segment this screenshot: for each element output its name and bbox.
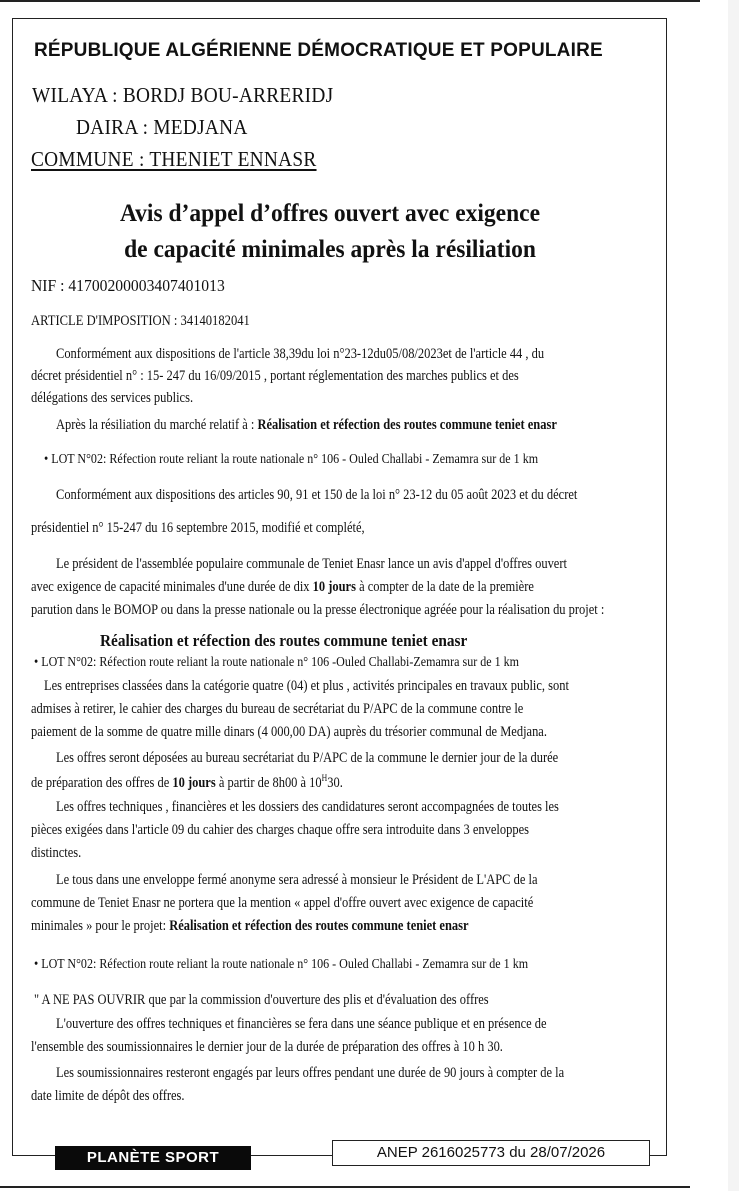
paragraph-line: commune de Teniet Enasr ne portera que la mention « appel d'offre ouvert avec exigence de capacité [31, 895, 534, 911]
anep-reference-box: ANEP 2616025773 du 28/07/2026 [332, 1140, 650, 1166]
paragraph-line: Les soumissionnaires resteront engagés par leurs offres pendant une durée de 90 jours à compter de la [56, 1065, 565, 1081]
paragraph-line [31, 774, 343, 790]
duration-text: 10 jours [312, 579, 356, 595]
paragraph-line: parution dans le BOMOP ou dans la presse nationale ou la presse électronique agréée pour la réalisation du projet : [31, 602, 605, 618]
article-imposition-line: ARTICLE D'IMPOSITION : 34140182041 [31, 313, 250, 329]
paragraph-text: minimales » pour le projet: [31, 918, 170, 934]
page-edge [728, 0, 739, 1191]
paragraph-line [56, 418, 557, 433]
wilaya-line: WILAYA : BORDJ BOU-ARRERIDJ [32, 83, 334, 107]
duration-text: 10 jours [172, 774, 216, 791]
paragraph-text: à compter de la date de la première [355, 579, 534, 595]
paragraph-line: " A NE PAS OUVRIR que par la commission d'ouverture des plis et d'évaluation des offres [34, 992, 489, 1008]
paragraph-line: Les offres seront déposées au bureau secrétariat du P/APC de la commune le dernier jour de la durée [56, 750, 559, 766]
project-name: Réalisation et réfection des routes commune teniet enasr [169, 918, 469, 934]
paragraph-line: Conformément aux dispositions des articles 90, 91 et 150 de la loi n° 23-12 du 05 août 2023 et du décret [56, 487, 578, 503]
notice-title-line-1: Avis d’appel d’offres ouvert avec exigence [119, 200, 541, 227]
lot-item: • LOT N°02: Réfection route reliant la route nationale n° 106 - Ouled Challabi - Zemamra sur de 1 km [44, 452, 539, 467]
paragraph-text: de préparation des offres de [31, 774, 173, 791]
notice-title-line-2: de capacité minimales après la résiliation [124, 236, 536, 263]
daira-line: DAIRA : MEDJANA [76, 115, 248, 139]
paragraph-line: délégations des services publics. [31, 390, 194, 406]
paragraph-line: distinctes. [31, 845, 82, 861]
paragraph-text: avec exigence de capacité minimales d'une durée de dix [31, 579, 313, 595]
lot-item: • LOT N°02: Réfection route reliant la route nationale n° 106 - Ouled Challabi - Zemamra sur de 1 km [34, 957, 529, 972]
republique-heading: RÉPUBLIQUE ALGÉRIENNE DÉMOCRATIQUE ET POPULAIRE [34, 40, 603, 61]
paragraph-line: l'ensemble des soumissionnaires le dernier jour de la durée de préparation des offres à 10 h 30. [31, 1039, 503, 1055]
top-rule [0, 0, 700, 2]
paragraph-line: L'ouverture des offres techniques et financières se fera dans une séance publique et en présence de [56, 1016, 547, 1032]
paragraph-line: paiement de la somme de quatre mille dinars (4 000,00 DA) auprès du trésorier communal de Medjana. [31, 724, 547, 740]
paragraph-line: Les entreprises classées dans la catégorie quatre (04) et plus , activités principales en travaux public, sont [44, 678, 569, 694]
paragraph-line: pièces exigées dans l'article 09 du cahier des charges chaque offre sera introduite dans 3 enveloppes [31, 822, 529, 838]
paragraph-line: Conformément aux dispositions de l'article 38,39du loi n°23-12du05/08/2023et de l'article 44 , du [56, 346, 545, 362]
superscript-h: H [321, 773, 328, 783]
paragraph-line: Le tous dans une enveloppe fermé anonyme sera adressé à monsieur le Président de L'APC de la [56, 872, 538, 888]
paragraph-text: Après la résiliation du marché relatif à : [56, 417, 258, 433]
paragraph-text: à partir de 8h00 à 10 [215, 774, 322, 791]
planete-sport-tag: PLANÈTE SPORT [55, 1146, 251, 1170]
bottom-rule [0, 1186, 690, 1188]
paragraph-line [31, 580, 534, 595]
paragraph-line: décret présidentiel n° : 15- 247 du 16/09/2015 , portant réglementation des marches publics et des [31, 368, 519, 384]
lot-item: • LOT N°02: Réfection route reliant la route nationale n° 106 -Ouled Challabi-Zemamra sur de 1 km [34, 655, 520, 670]
project-name: Réalisation et réfection des routes commune teniet enasr [257, 417, 557, 433]
paragraph-line: présidentiel n° 15-247 du 16 septembre 2015, modifié et complété, [31, 520, 365, 536]
paragraph-line: Le président de l'assemblée populaire communale de Teniet Enasr lance un avis d'appel d'offres ouvert [56, 556, 567, 572]
paragraph-line: admises à retirer, le cahier des charges du bureau de secrétariat du P/APC de la commune contre le [31, 701, 524, 717]
paragraph-line [31, 919, 469, 934]
commune-line: COMMUNE : THENIET ENNASR [31, 147, 317, 171]
nif-line: NIF : 41700200003407401013 [31, 276, 225, 295]
project-subheading: Réalisation et réfection des routes commune teniet enasr [100, 631, 468, 650]
paragraph-text: 30. [327, 774, 343, 791]
paragraph-line: date limite de dépôt des offres. [31, 1088, 185, 1104]
paragraph-line: Les offres techniques , financières et les dossiers des candidatures seront accompagnées de toutes les [56, 799, 559, 815]
